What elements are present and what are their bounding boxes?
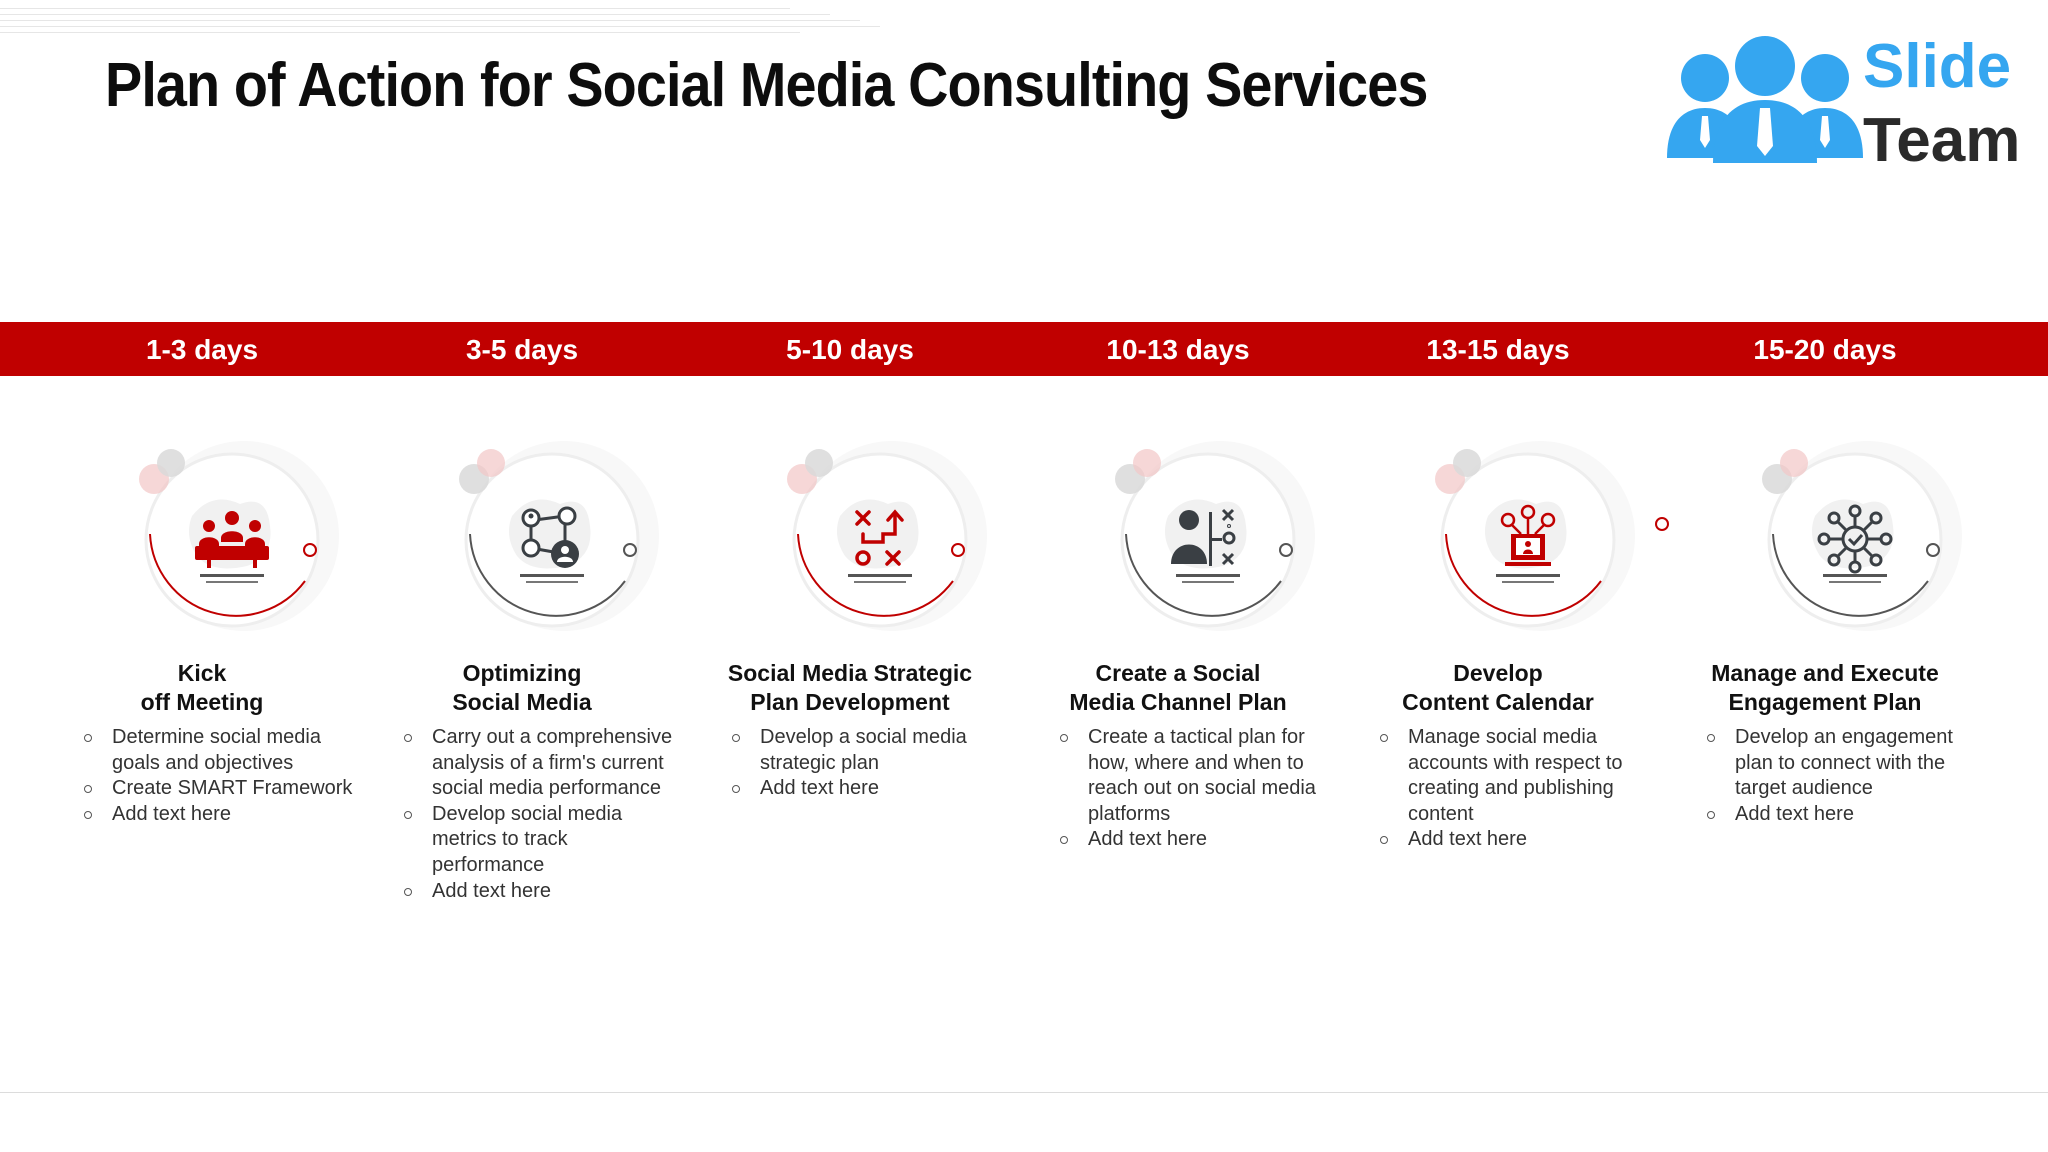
step-icon-circle [1078,416,1298,656]
step-title [700,659,1000,717]
bullet-item: Add text here [1705,802,1980,828]
duration-label: 13-15 days [1426,334,1570,365]
bullet-item: Develop an engagement plan to connect with the target audience [1705,725,1980,802]
bullet-item: Add text here [730,776,1005,802]
timeline-connector-dot [1652,514,1672,534]
bullet-item: Create a tactical plan for how, where and when to reach out on social media platforms [1058,725,1333,827]
step-icon-circle [1398,416,1618,656]
step-title [372,659,672,717]
step-title [1348,659,1648,717]
bullet-item: Develop social media metrics to track performance [402,802,677,879]
step-bullets [1705,725,1980,827]
step-bullets [1058,725,1333,853]
timeline-step [1338,376,1658,1096]
header-decoration [0,0,880,40]
step-title-line: Content Calendar [1402,689,1594,715]
engagement-network-icon [1810,504,1900,574]
bullet-item: Add text here [1378,827,1653,853]
bullet-item: Add text here [402,879,677,905]
duration-label: 3-5 days [465,334,579,365]
tactics-planner-icon [1163,504,1253,574]
step-title [1028,659,1328,717]
timeline-step [690,376,1010,1096]
step-icon-circle [1725,416,1945,656]
logo-word-team: Team [1863,106,2021,175]
bullet-item: Determine social media goals and objectives [82,725,357,776]
step-icon-circle [422,416,642,656]
timeline-step [1018,376,1338,1096]
bullet-item: Manage social media accounts with respect to creating and publishing content [1378,725,1653,827]
step-title-line: Plan Development [750,689,950,715]
step-icon-circle [102,416,322,656]
step-bullets [402,725,677,904]
step-title-line: Engagement Plan [1728,689,1922,715]
bullet-item: Add text here [82,802,357,828]
duration-label: 1-3 days [145,334,259,365]
step-title-line: Social Media Strategic [727,660,973,686]
duration-label: 5-10 days [786,334,914,365]
step-title-line: Optimizing [462,660,582,686]
bullet-item: Add text here [1058,827,1333,853]
step-title-line: Kick [177,660,227,686]
step-bullets [730,725,1005,802]
slideteam-logo [1665,28,2025,175]
step-title-line: Social Media [452,689,592,715]
step-bullets [82,725,357,827]
duration-label: 10-13 days [1106,334,1250,365]
bullet-item: Create SMART Framework [82,776,357,802]
meeting-table-icon [187,504,277,574]
timeline-step [42,376,362,1096]
team-people-icon [1665,28,1865,168]
timeline-step [362,376,682,1096]
page-title: Plan of Action for Social Media Consulting Services [105,51,1428,120]
step-icon-circle [750,416,970,656]
bullet-item: Carry out a comprehensive analysis of a firm's current social media performance [402,725,677,802]
strategy-icon [835,504,925,574]
footer-divider [0,1092,2048,1093]
logo-word-slide: Slide [1863,32,2012,101]
social-network-icon [507,504,597,574]
content-computer-icon [1483,504,1573,574]
duration-label: 15-20 days [1753,334,1897,365]
step-title-line: Develop [1453,660,1543,686]
step-title [52,659,352,717]
step-title [1675,659,1975,717]
step-title-line: Media Channel Plan [1069,689,1287,715]
bullet-item: Develop a social media strategic plan [730,725,1005,776]
timeline-band [0,322,2048,376]
step-title-line: off Meeting [140,689,264,715]
step-title-line: Manage and Execute [1711,660,1939,686]
step-title-line: Create a Social [1095,660,1261,686]
step-bullets [1378,725,1653,853]
timeline-step [1665,376,1985,1096]
